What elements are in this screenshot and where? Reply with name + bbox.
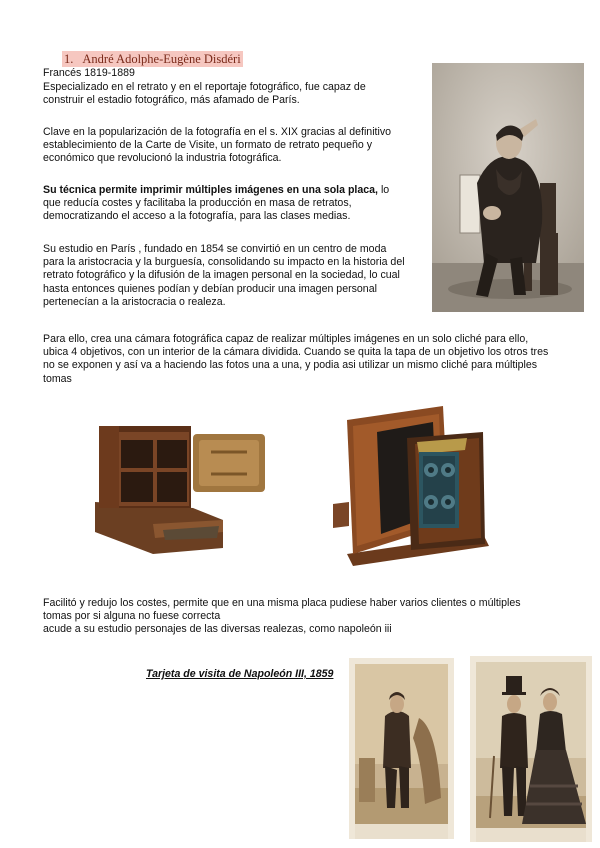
napoleon-carte-photo	[349, 658, 454, 839]
section-heading	[62, 51, 243, 67]
technique-text: lo	[378, 184, 390, 196]
text-line: tomas por si alguna no fuese correcta	[43, 610, 221, 623]
text-line: Facilitó y redujo los costes, permite que en una misma placa pudiese haber varios clientes o múltiples	[43, 597, 521, 609]
carte-de-visite-caption: Tarjeta de visita de Napoleón III, 1859	[146, 668, 334, 680]
text-line: Clave en la popularización de la fotografía en el s. XIX gracias al definitivo	[43, 126, 392, 138]
text-line: hasta entonces quienes podían y debían producir una imagen personal	[43, 282, 377, 295]
studio-paragraph	[43, 243, 405, 309]
heading-name: André Adolphe-Eugène Disdéri	[82, 52, 241, 66]
text-line: ubica 4 objetivos, con un interior de la cámara dividida. Cuando se quita la tapa de un objetivo los otros tres	[43, 346, 549, 359]
heading-number: 1.	[64, 52, 74, 66]
text-line: Francés 1819-1889	[43, 67, 135, 79]
text-line: Especializado en el retrato y en el reportaje fotográfico, fue capaz de	[43, 81, 366, 93]
disderi-portrait-photo	[432, 63, 584, 312]
camera-paragraph	[43, 333, 548, 386]
text-line: para la aristocracia y la burguesía, consolidando su impacto en la historia del	[43, 256, 405, 269]
text-line: acude a su estudio personajes de las diversas realezas, como napoleón iii	[43, 623, 392, 636]
text-line	[43, 184, 389, 197]
text-line: económico que revolucionó la industria fotográfica.	[43, 152, 282, 165]
text-line: construir el estadio fotográfico, más afamado de París.	[43, 94, 300, 107]
nationality-dates	[43, 67, 135, 80]
text-line: Para ello, crea una cámara fotográfica capaz de realizar múltiples imágenes en un solo cliché para ello,	[43, 333, 529, 345]
text-line: retrato fotográfico y la difusión de la imagen personal en la sociedad, lo cual	[43, 269, 400, 282]
text-line: establecimiento de la Carte de Visite, un formato de retrato pequeño y	[43, 139, 372, 152]
text-line: pertenecían a la aristocracia o realeza.	[43, 295, 226, 308]
technique-paragraph	[43, 184, 389, 224]
facility-paragraph	[43, 597, 521, 637]
text-line: no se exponen y así va a haciendo las fotos una a una, y podia asi utilizar un mismo cliché para múltiples	[43, 359, 538, 372]
technique-bold-text: Su técnica permite imprimir múltiples imágenes en una sola placa,	[43, 184, 378, 196]
camera-bellows-photo	[333, 404, 493, 569]
text-line: democratizando el acceso a la fotografía, para las clases medias.	[43, 210, 351, 223]
carte-paragraph	[43, 126, 391, 166]
intro-paragraph	[43, 81, 366, 107]
text-line: que reducía costes y facilitaba la producción en masa de retratos,	[43, 197, 352, 210]
camera-box-photo	[93, 420, 273, 560]
text-line: tomas	[43, 372, 72, 385]
text-line: Su estudio en París , fundado en 1854 se convirtió en un centro de moda	[43, 243, 387, 255]
napoleon-eugenie-carte-photo	[470, 656, 592, 842]
